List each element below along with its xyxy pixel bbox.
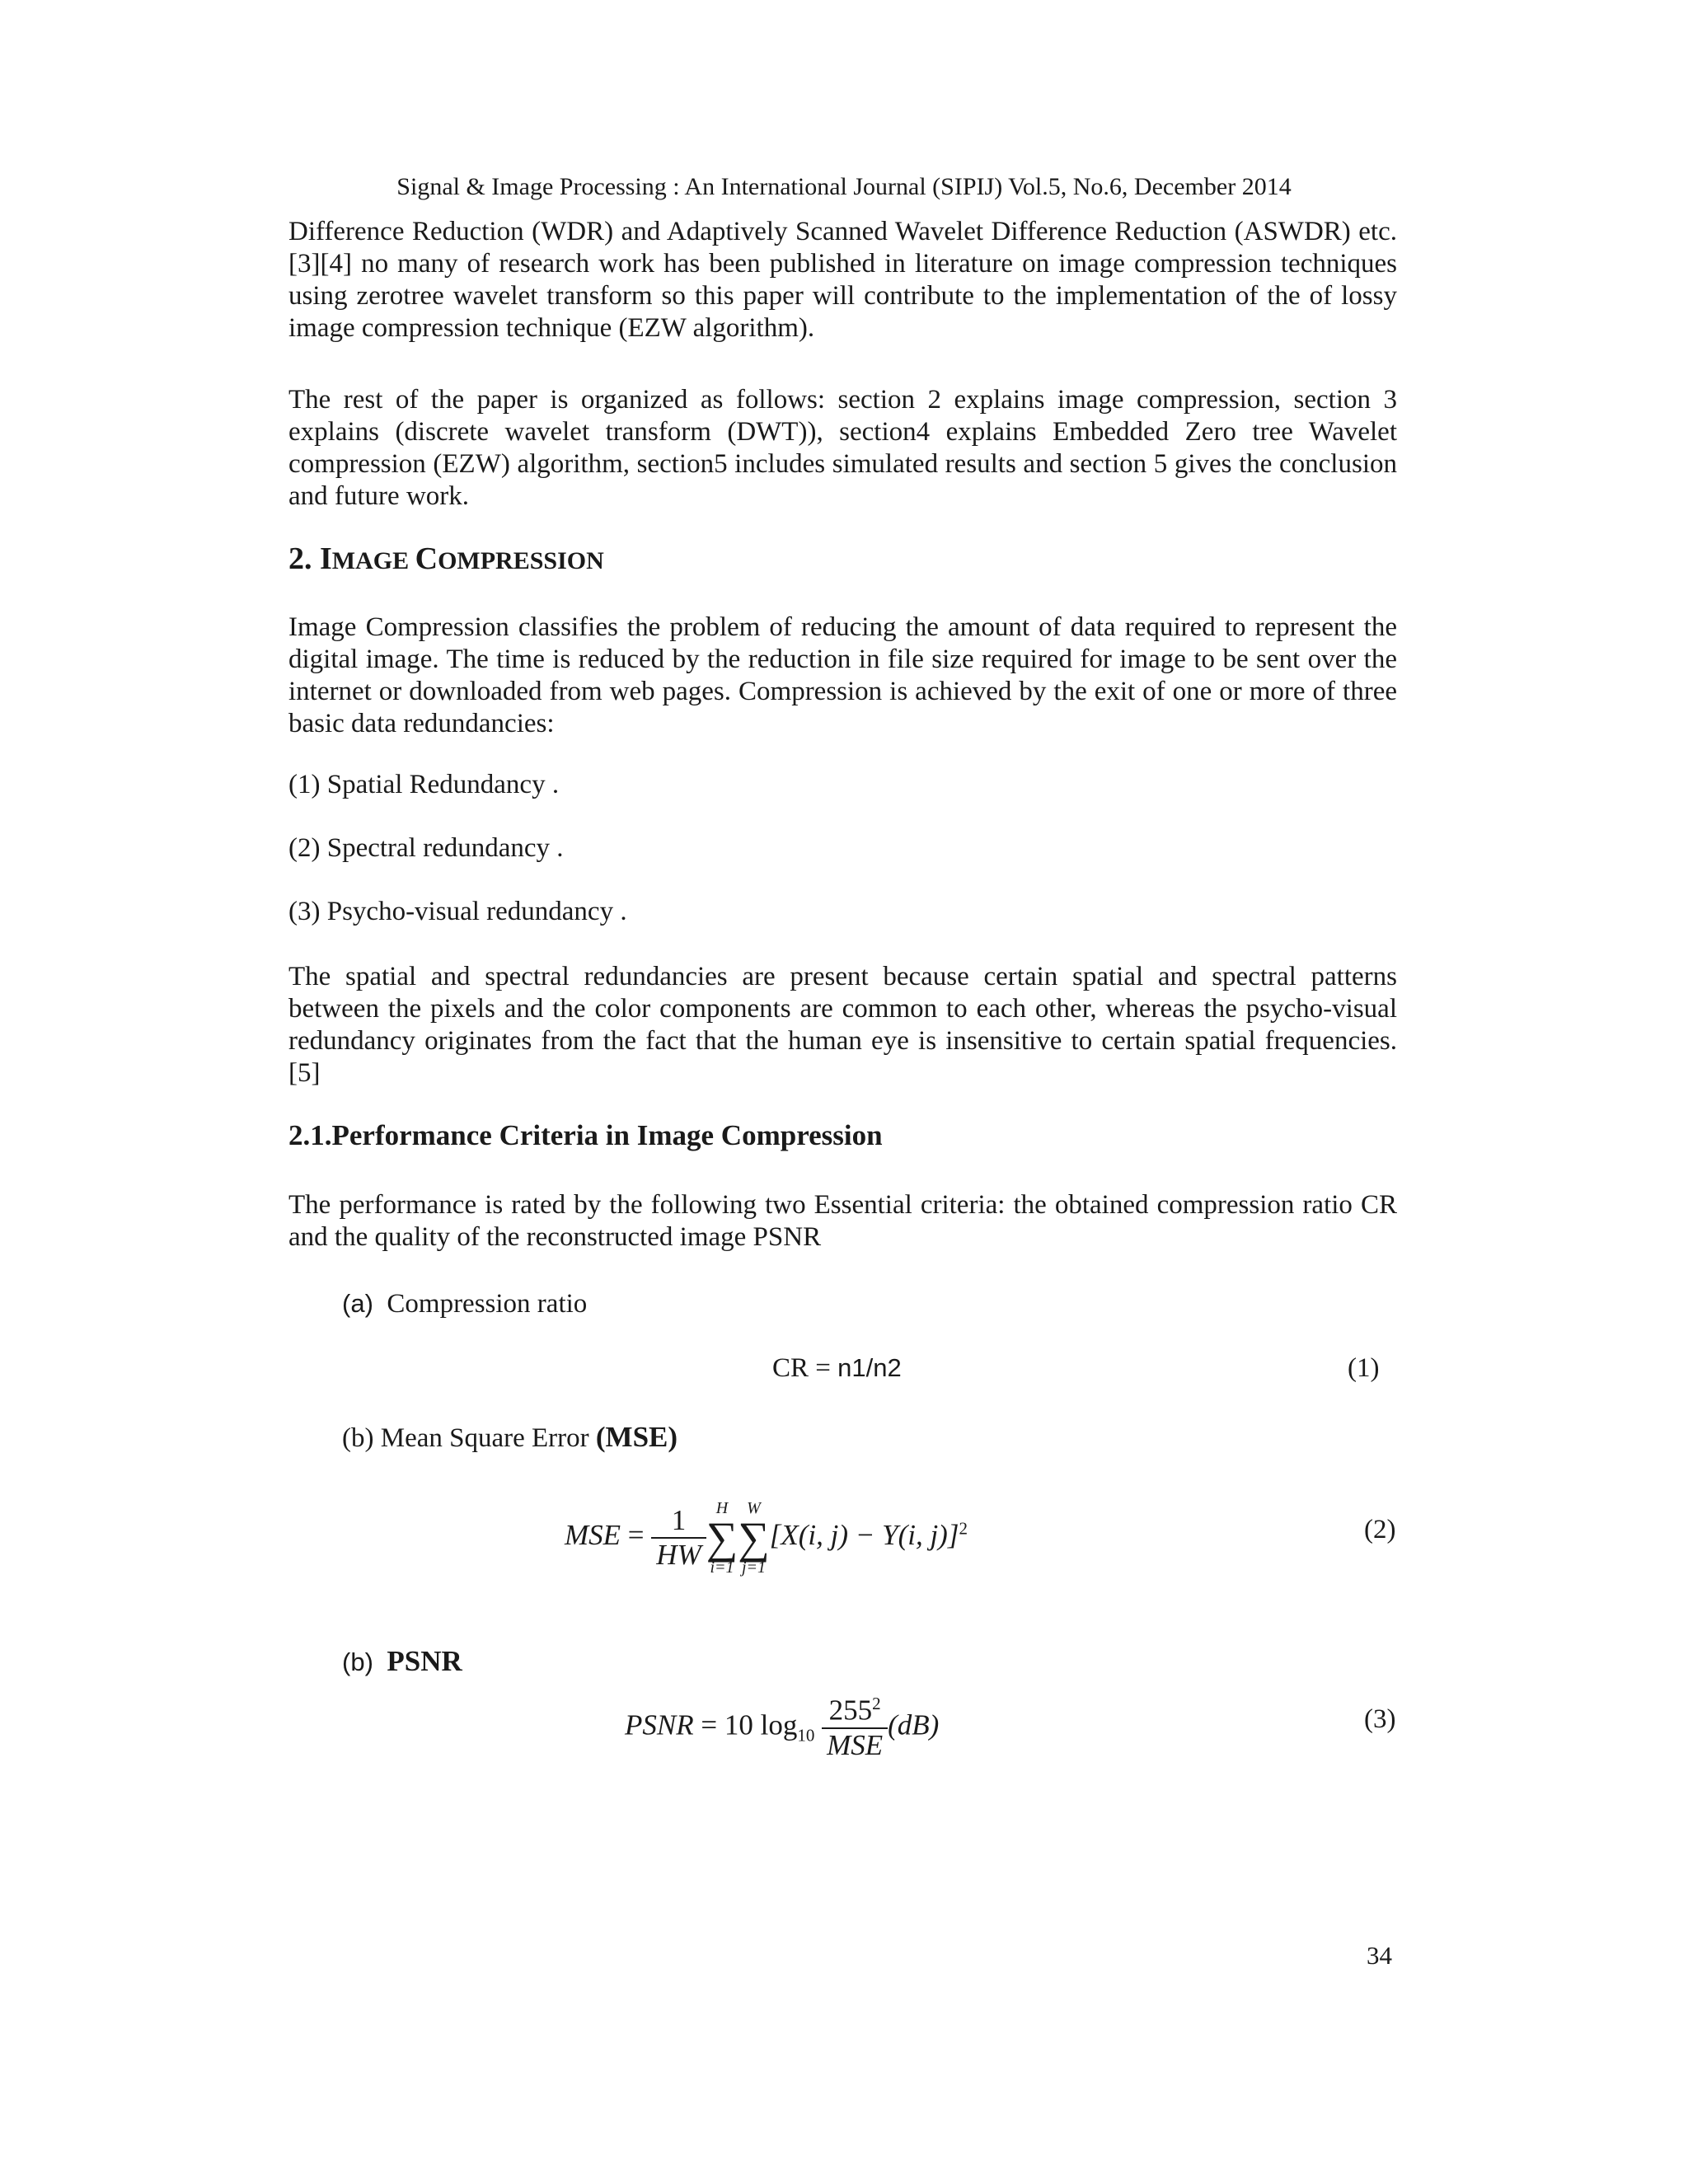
criterion-b-label: (b) Mean Square Error bbox=[342, 1423, 596, 1453]
equation-3-equals-log: = 10 log bbox=[693, 1708, 798, 1741]
section-2-paragraph-1 bbox=[288, 612, 1397, 740]
redundancy-item-2: (2) Spectral redundancy . bbox=[288, 833, 564, 863]
intro-paragraph-2-text: The rest of the paper is organized as follows: section 2 explains image compression, section 3 explains (discrete wavelet transform (DWT)), section4 explains Embedded Zero tree Wavelet compression (EZW) algorithm, section5 includes simulated results and section 5 gives the conclusion and future work. bbox=[288, 385, 1397, 511]
criterion-c-label: PSNR bbox=[387, 1645, 462, 1677]
equation-2-numerator: 1 bbox=[671, 1504, 687, 1536]
equation-1 bbox=[772, 1353, 902, 1384]
running-head: Signal & Image Processing : An International Journal (SIPIJ) Vol.5, No.6, December 2014 bbox=[396, 173, 1292, 200]
equation-2-body: [X(i, j) − Y(i, j)] bbox=[769, 1519, 959, 1552]
section-2-1-heading: 2.1.Performance Criteria in Image Compression bbox=[288, 1119, 883, 1151]
section-2-number: 2. bbox=[288, 541, 320, 576]
criterion-a-marker: (a) bbox=[342, 1289, 373, 1318]
equation-2-sum-j-lower: j=1 bbox=[741, 1558, 767, 1577]
equation-3-fraction bbox=[822, 1694, 888, 1762]
equation-2-denominator: HW bbox=[656, 1539, 701, 1571]
equation-3-numerator-power: 2 bbox=[872, 1694, 881, 1713]
criterion-a-label: Compression ratio bbox=[387, 1289, 588, 1319]
equation-2-equals: = bbox=[621, 1519, 652, 1552]
equation-2-sum-j-upper: W bbox=[747, 1499, 761, 1517]
equation-3 bbox=[625, 1694, 939, 1762]
section-2-paragraph-1-text: Image Compression classifies the problem of reducing the amount of data required to represent the digital image. The time is reduced by the reduction in file size required for image to be sent over the internet or downloaded from web pages. Compression is achieved by the exit of one or more of three basic data redundancies: bbox=[288, 612, 1397, 738]
equation-3-denominator: MSE bbox=[827, 1728, 884, 1761]
equation-1-rhs: n1/n2 bbox=[837, 1353, 902, 1382]
equation-3-unit: (dB) bbox=[888, 1708, 940, 1741]
criterion-b-bold: (MSE) bbox=[595, 1421, 678, 1453]
page-number: 34 bbox=[1367, 1941, 1392, 1970]
equation-2 bbox=[565, 1500, 968, 1576]
equation-2-sum-j bbox=[738, 1500, 770, 1576]
intro-paragraph-2 bbox=[288, 384, 1397, 513]
equation-1-number: (1) bbox=[1348, 1353, 1380, 1383]
equation-3-numerator bbox=[822, 1694, 888, 1727]
equation-2-lhs: MSE bbox=[565, 1519, 621, 1552]
redundancy-item-3: (3) Psycho-visual redundancy . bbox=[288, 897, 627, 926]
intro-paragraph-1-text: Difference Reduction (WDR) and Adaptively Scanned Wavelet Difference Reduction (ASWDR) etc.[3][4] no many of research work has been published in literature on image compression techniques using zerotree wavelet transform so this paper will contribute to the implementation of the of lossy image compression technique (EZW algorithm). bbox=[288, 217, 1397, 343]
equation-2-number: (2) bbox=[1364, 1515, 1396, 1544]
section-2-title-initial-i: I bbox=[320, 541, 332, 576]
intro-paragraph-1 bbox=[288, 216, 1397, 344]
equation-1-lhs: CR = bbox=[772, 1353, 838, 1383]
equation-2-sum-i-upper: H bbox=[715, 1499, 729, 1517]
criterion-c-marker: (b) bbox=[342, 1647, 373, 1676]
equation-2-sum-i-lower: i=1 bbox=[710, 1558, 734, 1577]
equation-3-lhs: PSNR bbox=[625, 1708, 694, 1741]
section-2-title-mage: MAGE bbox=[331, 547, 415, 574]
redundancy-item-1: (1) Spatial Redundancy . bbox=[288, 770, 560, 799]
equation-3-log-base: 10 bbox=[797, 1725, 815, 1746]
equation-2-power: 2 bbox=[959, 1518, 968, 1539]
criterion-b bbox=[342, 1421, 678, 1454]
section-2-paragraph-2 bbox=[288, 961, 1397, 1090]
section-2-title-initial-c: C bbox=[415, 541, 438, 576]
section-2-1-paragraph bbox=[288, 1189, 1397, 1254]
section-2-1-paragraph-text: The performance is rated by the following two Essential criteria: the obtained compression ratio CR and the quality of the reconstructed image PSNR bbox=[288, 1190, 1397, 1252]
equation-3-numerator-value: 255 bbox=[828, 1694, 873, 1727]
equation-2-sum-i-sigma: ∑ bbox=[706, 1513, 738, 1563]
criterion-a bbox=[342, 1289, 587, 1319]
equation-2-fraction bbox=[651, 1504, 706, 1572]
section-2-paragraph-2-text: The spatial and spectral redundancies are present because certain spatial and spectral patterns between the pixels and the color components are common to each other, whereas the psycho-visual redundancy originates from the fact that the human eye is insensitive to certain spatial frequencies. [5] bbox=[288, 962, 1397, 1088]
equation-2-sum-i bbox=[706, 1500, 738, 1576]
equation-2-sum-j-sigma: ∑ bbox=[738, 1513, 770, 1563]
section-2-heading bbox=[288, 541, 604, 577]
criterion-c bbox=[342, 1645, 462, 1678]
section-2-title-ompression: OMPRESSION bbox=[438, 547, 604, 574]
equation-3-number: (3) bbox=[1364, 1704, 1396, 1734]
